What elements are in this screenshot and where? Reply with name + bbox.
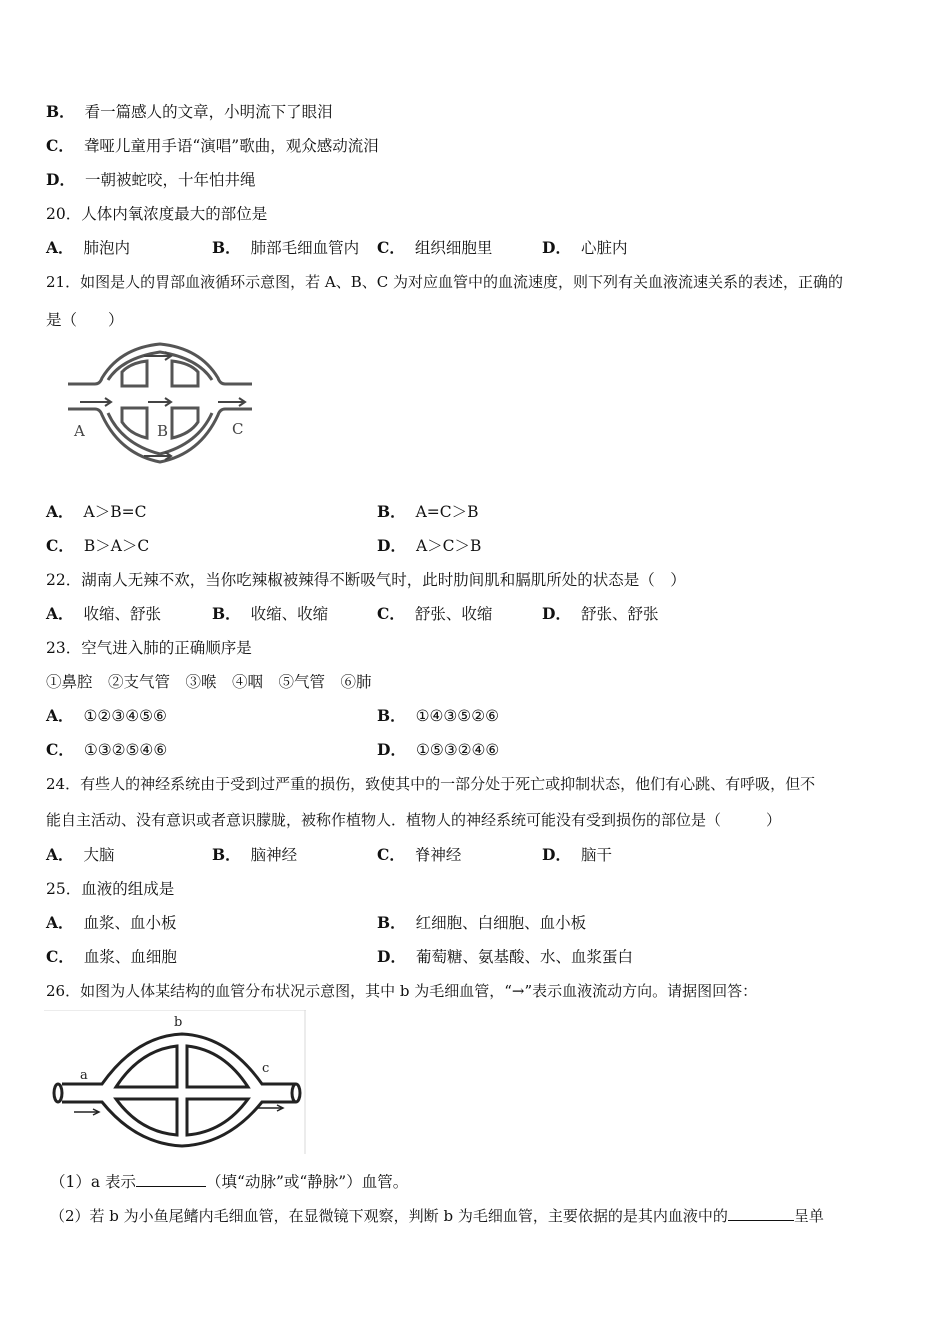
q25-option-a: A． 血浆、血小板 xyxy=(46,913,177,932)
blood-vessel-figure xyxy=(44,1010,308,1156)
q22-option-a: A． 收缩、舒张 xyxy=(46,604,162,623)
option-d: D． 一朝被蛇咬，十年怕井绳 xyxy=(46,170,256,189)
q20-option-b: B． 肺部毛细血管内 xyxy=(212,238,360,257)
q25-option-d: D． 葡萄糖、氨基酸、水、血浆蛋白 xyxy=(377,947,633,966)
question-21-stem: 21．如图是人的胃部血液循环示意图，若 A、B、C 为对应血管中的血流速度，则下列有关血液流速关系的表述，正确的 xyxy=(46,273,843,291)
q22-option-b: B． 收缩、收缩 xyxy=(212,604,329,623)
q24-option-b: B． 脑神经 xyxy=(212,845,298,864)
q23-option-a: A． ①②③④⑤⑥ xyxy=(46,706,167,725)
q23-option-d: D． ①⑤③②④⑥ xyxy=(377,740,500,759)
question-23-stem: 23．空气进入肺的正确顺序是 xyxy=(46,639,252,657)
figure-label-a: A xyxy=(74,422,85,440)
q26-subquestion-1: （1）a 表示 （填“动脉”或“静脉”）血管。 xyxy=(50,1173,409,1191)
q20-option-d: D． 心脏内 xyxy=(542,238,628,257)
q25-option-c: C． 血浆、血细胞 xyxy=(46,947,177,966)
q23-option-c: C． ①③②⑤④⑥ xyxy=(46,740,168,759)
q26-subquestion-2: （2）若 b 为小鱼尾鳍内毛细血管，在显微镜下观察，判断 b 为毛细血管，主要依据的是其内血液中的 呈单 xyxy=(50,1207,824,1225)
figure-label-b: b xyxy=(174,1015,183,1030)
q21-option-c: C． B＞A＞C xyxy=(46,536,150,555)
q20-option-a: A． 肺泡内 xyxy=(46,238,131,257)
question-22-stem: 22．湖南人无辣不欢，当你吃辣椒被辣得不断吸气时，此时肋间肌和膈肌所处的状态是（ ） xyxy=(46,571,686,589)
q24-option-d: D． 脑干 xyxy=(542,845,612,864)
answer-blank-2[interactable] xyxy=(728,1206,794,1221)
question-21-stem-cont: 是（ ） xyxy=(46,311,124,329)
q21-option-d: D． A＞C＞B xyxy=(377,536,482,555)
q20-option-c: C． 组织细胞里 xyxy=(377,238,493,257)
question-23-items: ①鼻腔 ②支气管 ③喉 ④咽 ⑤气管 ⑥肺 xyxy=(46,673,372,691)
q21-option-a: A． A＞B=C xyxy=(46,502,147,521)
figure-label-c: c xyxy=(262,1061,270,1076)
figure-label-b: B xyxy=(157,422,169,440)
q24-option-c: C． 脊神经 xyxy=(377,845,462,864)
q24-option-a: A． 大脑 xyxy=(46,845,115,864)
q22-option-c: C． 舒张、收缩 xyxy=(377,604,493,623)
q21-option-b: B． A=C＞B xyxy=(377,502,479,521)
stomach-circulation-figure xyxy=(60,336,260,476)
question-24-stem-cont: 能自主活动、没有意识或者意识朦胧，被称作植物人．植物人的神经系统可能没有受到损伤的部位是（ ） xyxy=(46,811,782,829)
q25-option-b: B． 红细胞、白细胞、血小板 xyxy=(377,913,587,932)
figure-label-a: a xyxy=(80,1068,88,1083)
figure-label-c: C xyxy=(232,420,244,438)
question-20-stem: 20．人体内氧浓度最大的部位是 xyxy=(46,205,268,223)
option-c: C． 聋哑儿童用手语“演唱”歌曲，观众感动流泪 xyxy=(46,136,379,155)
q22-option-d: D． 舒张、舒张 xyxy=(542,604,659,623)
question-24-stem: 24．有些人的神经系统由于受到过严重的损伤，致使其中的一部分处于死亡或抑制状态，他们有心跳、有呼吸，但不 xyxy=(46,775,816,793)
q23-option-b: B． ①④③⑤②⑥ xyxy=(377,706,499,725)
option-b: B． 看一篇感人的文章，小明流下了眼泪 xyxy=(46,102,333,121)
question-25-stem: 25．血液的组成是 xyxy=(46,880,175,898)
question-26-stem: 26．如图为人体某结构的血管分布状况示意图，其中 b 为毛细血管，“→”表示血液流动方向。请据图回答： xyxy=(46,982,758,1000)
answer-blank-1[interactable] xyxy=(136,1172,206,1187)
